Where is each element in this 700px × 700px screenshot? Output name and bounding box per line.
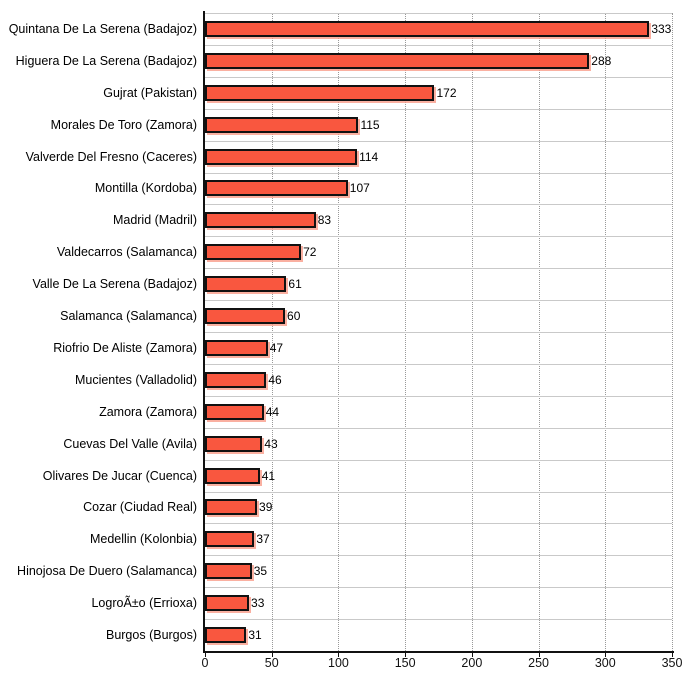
- bar-value-label: 333: [651, 21, 672, 36]
- category-label: LogroÃ±o (Errioxa): [91, 596, 197, 611]
- bar-row: [205, 204, 672, 236]
- bar: [205, 180, 348, 196]
- bar: [205, 212, 316, 228]
- category-label: Medellin (Kolonbia): [89, 532, 197, 547]
- bar: [205, 149, 357, 165]
- y-axis-line: [203, 11, 205, 653]
- bar-value-label: 37: [256, 532, 270, 547]
- bar-row: [205, 300, 672, 332]
- bar-value-label: 43: [264, 436, 278, 451]
- bar-value-label: 72: [303, 245, 317, 260]
- x-tick-label: 250: [528, 656, 549, 670]
- bar-row: [205, 332, 672, 364]
- category-label: Cuevas Del Valle (Avila): [63, 436, 197, 451]
- category-label: Burgos (Burgos): [105, 628, 197, 643]
- bar: [205, 340, 268, 356]
- bar-row: [205, 619, 672, 651]
- x-tick-label: 150: [394, 656, 416, 670]
- bar: [205, 53, 589, 69]
- category-label: Higuera De La Serena (Badajoz): [15, 53, 197, 68]
- bar-row: [205, 364, 672, 396]
- category-label: Montilla (Kordoba): [94, 181, 197, 196]
- bar-value-label: 46: [268, 372, 282, 387]
- category-label: Hinojosa De Duero (Salamanca): [17, 564, 197, 579]
- x-tick-label: 0: [201, 656, 209, 670]
- bar-row: [205, 492, 672, 524]
- bar-row: [205, 396, 672, 428]
- bar-value-label: 61: [288, 277, 302, 292]
- bar: [205, 372, 266, 388]
- bar-row: [205, 460, 672, 492]
- bar: [205, 276, 286, 292]
- bar-row: [205, 555, 672, 587]
- bar-row: [205, 236, 672, 268]
- bar-row: [205, 13, 672, 45]
- bar-row: [205, 141, 672, 173]
- category-label: Madrid (Madril): [112, 213, 197, 228]
- bar: [205, 85, 434, 101]
- category-label: Valle De La Serena (Badajoz): [32, 277, 197, 292]
- bar-row: [205, 428, 672, 460]
- bar: [205, 21, 649, 37]
- category-labels: [0, 13, 197, 651]
- bar-row: [205, 173, 672, 205]
- bar-value-label: 44: [265, 404, 280, 419]
- category-label: Riofrio De Aliste (Zamora): [53, 340, 197, 355]
- bar-value-label: 115: [360, 117, 380, 132]
- bar-row: [205, 587, 672, 619]
- bar-value-label: 35: [253, 564, 268, 579]
- bar: [205, 404, 264, 420]
- bar: [205, 563, 252, 579]
- category-label: Salamanca (Salamanca): [60, 309, 197, 324]
- bar-value-label: 107: [349, 181, 370, 196]
- category-label: Zamora (Zamora): [99, 404, 197, 419]
- gridline: [672, 13, 673, 651]
- x-tick-label: 100: [327, 656, 349, 670]
- x-tick-label: 50: [264, 656, 279, 670]
- bar-value-label: 31: [248, 628, 262, 643]
- category-label: Quintana De La Serena (Badajoz): [8, 21, 197, 36]
- bar-row: [205, 45, 672, 77]
- category-label: Morales De Toro (Zamora): [50, 117, 197, 132]
- bar-value-label: 47: [269, 340, 284, 355]
- bar-value-label: 114: [359, 149, 379, 164]
- x-axis-line: [203, 651, 674, 653]
- bar: [205, 595, 249, 611]
- bar: [205, 627, 246, 643]
- category-label: Cozar (Ciudad Real): [83, 500, 197, 515]
- bar-value-label: 83: [317, 213, 332, 228]
- bar-value-label: 33: [251, 596, 265, 611]
- bar: [205, 308, 285, 324]
- x-tick-label: 350: [661, 656, 683, 670]
- bar-row: [205, 268, 672, 300]
- plot-area: [205, 13, 672, 651]
- bar-value-label: 60: [287, 309, 301, 324]
- bar: [205, 436, 262, 452]
- x-tick-label: 200: [461, 656, 483, 670]
- bar: [205, 531, 254, 547]
- bar: [205, 244, 301, 260]
- bar-row: [205, 523, 672, 555]
- category-label: Valdecarros (Salamanca): [56, 245, 197, 260]
- bar-row: [205, 77, 672, 109]
- bar-value-label: 39: [259, 500, 273, 515]
- bar: [205, 499, 257, 515]
- bar-value-label: 172: [436, 85, 457, 100]
- bar: [205, 468, 260, 484]
- bar-row: [205, 109, 672, 141]
- category-label: Gujrat (Pakistan): [103, 85, 197, 100]
- category-label: Mucientes (Valladolid): [74, 372, 197, 387]
- category-label: Valverde Del Fresno (Caceres): [25, 149, 197, 164]
- bar-value-label: 288: [591, 53, 612, 68]
- bar-value-label: 41: [261, 468, 276, 483]
- x-tick-label: 300: [594, 656, 616, 670]
- category-label: Olivares De Jucar (Cuenca): [42, 468, 197, 483]
- bar: [205, 117, 358, 133]
